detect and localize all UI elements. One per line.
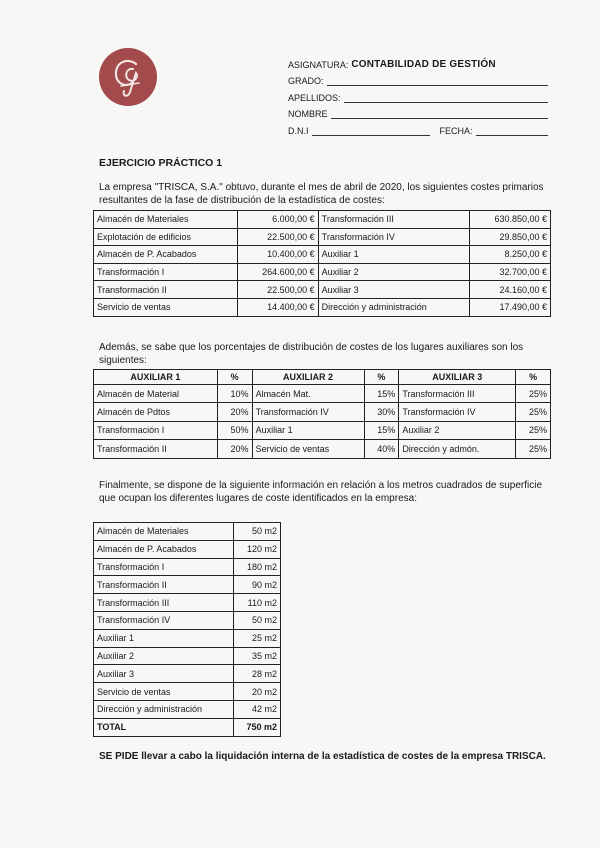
university-logo (99, 48, 157, 106)
table-row (94, 228, 551, 246)
column-header: AUXILIAR 2 (252, 370, 364, 385)
exercise-title: EJERCICIO PRÁCTICO 1 (99, 157, 223, 169)
column-header: % (217, 370, 252, 385)
column-header: AUXILIAR 3 (399, 370, 516, 385)
cost-value: 264.600,00 € (238, 263, 319, 281)
table-row (94, 611, 281, 629)
asignatura-label: ASIGNATURA: (288, 59, 349, 70)
cost-center-name: Transformación I (94, 263, 238, 281)
destination-cell: Almacén de Material (94, 385, 218, 403)
table-row (94, 281, 551, 299)
percentage-cell: 50% (217, 421, 252, 439)
cost-center-name: Transformación II (94, 281, 238, 299)
surface-value: 180 m2 (234, 558, 281, 576)
cost-value: 24.160,00 € (470, 281, 551, 299)
cost-value: 17.490,00 € (470, 298, 551, 316)
table-row (94, 385, 551, 403)
cost-center-name: Auxiliar 3 (94, 665, 234, 683)
cost-value: 8.250,00 € (470, 246, 551, 264)
surface-value: 50 m2 (234, 611, 281, 629)
apellidos-field[interactable] (344, 93, 548, 103)
intro-paragraph: La empresa "TRISCA, S.A." obtuvo, durante el mes de abril de 2020, los siguientes costes primarios resultantes de la fase de distribución de la estadística de costes: (99, 182, 544, 206)
surface-table (93, 522, 281, 737)
fecha-label: FECHA: (439, 125, 473, 136)
column-header: % (364, 370, 399, 385)
cost-value: 22.500,00 € (238, 281, 319, 299)
surface-value: 110 m2 (234, 594, 281, 612)
course-title: CONTABILIDAD DE GESTIÓN (351, 58, 496, 70)
cost-value: 29.850,00 € (470, 228, 551, 246)
table-row (94, 647, 281, 665)
table-row (94, 558, 281, 576)
apellidos-row (288, 86, 548, 103)
surface-value: 50 m2 (234, 523, 281, 541)
column-header: % (516, 370, 551, 385)
table-row (94, 403, 551, 421)
cost-center-name: Dirección y administración (94, 700, 234, 718)
primary-costs-table (93, 210, 551, 317)
cost-center-name: Almacén de Materiales (94, 523, 234, 541)
total-label: TOTAL (94, 718, 234, 736)
table-row (94, 540, 281, 558)
cost-center-name: Auxiliar 3 (318, 281, 470, 299)
destination-cell: Almacén de Pdtos (94, 403, 218, 421)
surface-value: 42 m2 (234, 700, 281, 718)
fecha-field[interactable] (476, 126, 548, 136)
surface-value: 20 m2 (234, 683, 281, 701)
cost-center-name: Transformación IV (94, 611, 234, 629)
cost-value: 10.400,00 € (238, 246, 319, 264)
cost-center-name: Dirección y administración (318, 298, 470, 316)
dni-field[interactable] (312, 126, 430, 136)
auxiliary-distribution-table (93, 369, 551, 459)
nombre-row (288, 103, 548, 120)
cost-center-name: Transformación III (318, 211, 470, 229)
cost-center-name: Auxiliar 1 (94, 629, 234, 647)
percentage-cell: 25% (516, 440, 551, 458)
percentage-cell: 30% (364, 403, 399, 421)
cost-center-name: Almacén de P. Acabados (94, 246, 238, 264)
cost-center-name: Explotación de edificios (94, 228, 238, 246)
destination-cell: Auxiliar 1 (252, 421, 364, 439)
table-row (94, 440, 551, 458)
table-row (94, 523, 281, 541)
destination-cell: Dirección y admón. (399, 440, 516, 458)
cost-value: 32.700,00 € (470, 263, 551, 281)
cost-center-name: Auxiliar 1 (318, 246, 470, 264)
table-row (94, 263, 551, 281)
cost-center-name: Auxiliar 2 (94, 647, 234, 665)
cost-value: 22.500,00 € (238, 228, 319, 246)
table-row (94, 246, 551, 264)
destination-cell: Transformación IV (252, 403, 364, 421)
surface-paragraph: Finalmente, se dispone de la siguiente información en relación a los metros cuadrados de superficie que ocupan los diferentes lugares de coste identificados en la empresa: (99, 480, 543, 504)
grado-row (288, 70, 548, 87)
destination-cell: Servicio de ventas (252, 440, 364, 458)
surface-value: 28 m2 (234, 665, 281, 683)
cost-center-name: Transformación IV (318, 228, 470, 246)
surface-value: 90 m2 (234, 576, 281, 594)
table-row (94, 665, 281, 683)
total-row (94, 718, 281, 736)
asignatura-row (288, 53, 548, 70)
student-header-form (288, 53, 548, 136)
destination-cell: Transformación II (94, 440, 218, 458)
monogram-logo-icon (103, 52, 153, 102)
cost-value: 6.000,00 € (238, 211, 319, 229)
table-row (94, 629, 281, 647)
table-row (94, 594, 281, 612)
destination-cell: Transformación IV (399, 403, 516, 421)
cost-center-name: Transformación I (94, 558, 234, 576)
destination-cell: Almacén Mat. (252, 385, 364, 403)
table-row (94, 211, 551, 229)
percentages-paragraph: Además, se sabe que los porcentajes de distribución de costes de los lugares auxiliares son los siguientes: (99, 342, 524, 366)
cost-center-name: Transformación II (94, 576, 234, 594)
table-row (94, 700, 281, 718)
grado-label: GRADO: (288, 76, 324, 86)
total-value: 750 m2 (234, 718, 281, 736)
percentage-cell: 20% (217, 403, 252, 421)
grado-field[interactable] (327, 76, 548, 86)
destination-cell: Transformación I (94, 421, 218, 439)
percentage-cell: 25% (516, 385, 551, 403)
destination-cell: Transformación III (399, 385, 516, 403)
surface-value: 120 m2 (234, 540, 281, 558)
dni-row (288, 119, 548, 136)
cost-value: 630.850,00 € (470, 211, 551, 229)
percentage-cell: 20% (217, 440, 252, 458)
cost-center-name: Auxiliar 2 (318, 263, 470, 281)
percentage-cell: 10% (217, 385, 252, 403)
apellidos-label: APELLIDOS: (288, 92, 341, 103)
table-row (94, 421, 551, 439)
column-header: AUXILIAR 1 (94, 370, 218, 385)
cost-center-name: Servicio de ventas (94, 298, 238, 316)
cost-center-name: Transformación III (94, 594, 234, 612)
percentage-cell: 40% (364, 440, 399, 458)
nombre-field[interactable] (331, 109, 548, 119)
cost-center-name: Servicio de ventas (94, 683, 234, 701)
table-row (94, 576, 281, 594)
surface-value: 25 m2 (234, 629, 281, 647)
dni-label: D.N.I (288, 125, 309, 136)
table-row (94, 298, 551, 316)
table-row (94, 683, 281, 701)
surface-value: 35 m2 (234, 647, 281, 665)
cost-center-name: Almacén de P. Acabados (94, 540, 234, 558)
percentage-cell: 25% (516, 403, 551, 421)
percentage-cell: 15% (364, 421, 399, 439)
percentage-cell: 15% (364, 385, 399, 403)
cost-value: 14.400,00 € (238, 298, 319, 316)
nombre-label: NOMBRE (288, 109, 328, 119)
task-statement: SE PIDE llevar a cabo la liquidación interna de la estadística de costes de la empresa TRISCA. (99, 751, 546, 762)
cost-center-name: Almacén de Materiales (94, 211, 238, 229)
destination-cell: Auxiliar 2 (399, 421, 516, 439)
percentage-cell: 25% (516, 421, 551, 439)
